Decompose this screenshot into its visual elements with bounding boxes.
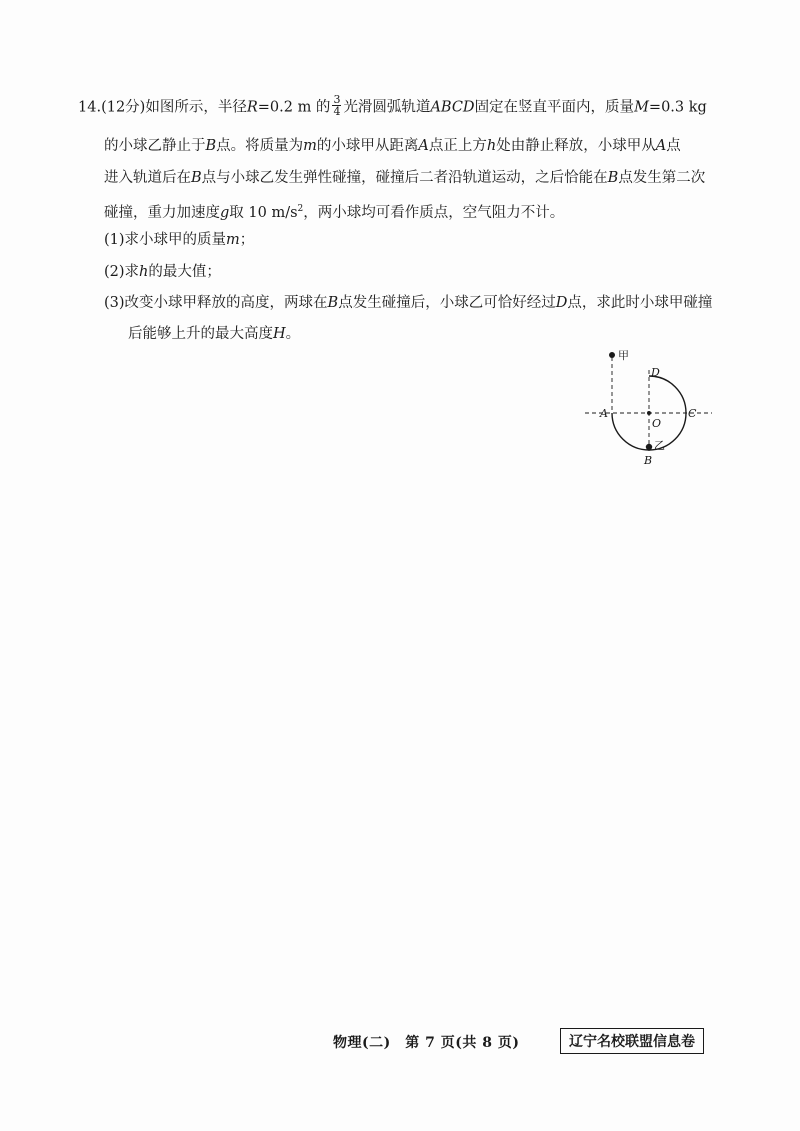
mass-var: M <box>634 99 649 116</box>
text: 的小球乙静止于 <box>104 138 206 154</box>
label-B: B <box>644 454 653 467</box>
ball-jia <box>609 352 615 358</box>
var-h: h <box>139 264 149 280</box>
label-C: C <box>688 407 697 420</box>
sub-question-2 <box>104 262 221 282</box>
superscript: 2 <box>297 204 304 214</box>
text: 如图所示，半径 <box>145 99 247 116</box>
question-line-3 <box>104 168 705 188</box>
sub-question-3-cont <box>128 324 300 344</box>
center-point <box>647 411 651 415</box>
page-footer <box>0 1028 800 1058</box>
text: 碰撞，重力加速度 <box>104 204 220 221</box>
point-label: B <box>205 138 217 154</box>
point-label: A <box>418 138 429 154</box>
track-diagram-svg <box>580 345 720 470</box>
sub-question-1 <box>104 230 254 250</box>
question-line-4 <box>104 199 564 223</box>
var-g: g <box>220 204 230 221</box>
text: 固定在竖直平面内，质量 <box>474 99 635 116</box>
label-yi: 乙 <box>654 439 665 452</box>
page-number: 物理(二) 第 7 页(共 8 页) <box>333 1035 520 1051</box>
question-points: (12分) <box>101 99 146 116</box>
ball-yi <box>646 444 652 450</box>
text: 点发生第二次 <box>618 170 706 186</box>
label-jia: 甲 <box>618 349 629 362</box>
question-line-1 <box>78 93 707 119</box>
point-label: D <box>555 295 568 311</box>
text: 点正上方 <box>428 138 487 154</box>
var-h: h <box>486 138 497 154</box>
exam-series-box: 辽宁名校联盟信息卷 <box>560 1028 704 1054</box>
point-label: B <box>191 170 202 186</box>
text: 点 <box>666 138 681 154</box>
fraction-three-quarters <box>332 94 341 117</box>
text: 点与小球乙发生弹性碰撞，碰撞后二者沿轨道运动，之后恰能在 <box>201 170 608 186</box>
label-O: O <box>652 417 662 430</box>
text: 的最大值； <box>148 264 221 280</box>
text: 。 <box>285 326 301 342</box>
radius-value: =0.2 m 的 <box>257 99 331 116</box>
label-A: A <box>600 407 608 420</box>
text: (3)改变小球甲释放的高度，两球在 <box>104 295 328 311</box>
var-H: H <box>273 326 286 342</box>
text: ，两小球均可看作质点，空气阻力不计。 <box>303 204 565 221</box>
label-D: D <box>651 366 660 379</box>
text: 的小球甲从距离 <box>316 138 419 154</box>
text: 后能够上升的最大高度 <box>128 326 273 342</box>
point-label: B <box>607 170 619 186</box>
var-m: m <box>226 232 240 248</box>
text: 进入轨道后在 <box>104 170 191 186</box>
text: 点发生碰撞后，小球乙可恰好经过 <box>338 295 556 311</box>
radius-var: R <box>246 99 258 116</box>
track-diagram <box>580 345 720 470</box>
text: 取 10 m/s <box>229 204 298 221</box>
question-line-2 <box>104 136 681 156</box>
text: (2)求 <box>104 264 140 280</box>
text: 点，求此时小球甲碰撞 <box>567 295 713 311</box>
point-label: A <box>655 138 667 154</box>
text: (1)求小球甲的质量 <box>104 232 227 248</box>
text: ； <box>239 232 255 248</box>
text: 点。将质量为 <box>216 138 304 154</box>
text: 光滑圆弧轨道 <box>343 99 431 116</box>
sub-question-3 <box>104 293 712 313</box>
question-number: 14. <box>78 99 102 116</box>
track-name: ABCD <box>430 99 475 116</box>
var-m: m <box>303 138 317 154</box>
text: 处由静止释放，小球甲从 <box>496 138 656 154</box>
fraction-numerator: 3 <box>333 93 341 106</box>
point-label: B <box>327 295 339 311</box>
fraction-denominator: 4 <box>333 105 341 118</box>
mass-value: =0.3 kg <box>648 99 707 116</box>
